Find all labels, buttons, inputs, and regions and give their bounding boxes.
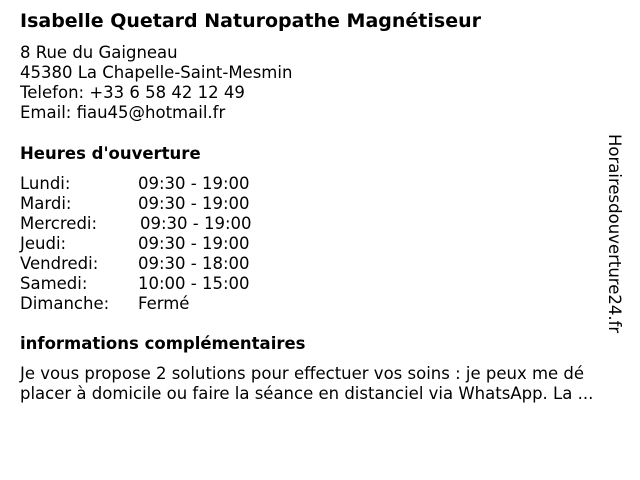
day-label: Dimanche: xyxy=(20,294,110,313)
phone-text: Telefon: +33 6 58 42 12 49 xyxy=(20,83,245,102)
time-value: 09:30 - 18:00 xyxy=(138,254,250,273)
time-value: 10:00 - 15:00 xyxy=(138,274,250,293)
day-label: Lundi: xyxy=(20,174,71,193)
day-label: Jeudi: xyxy=(20,234,67,253)
time-value: Fermé xyxy=(138,294,190,313)
business-name: Isabelle Quetard Naturopathe Magnétiseur xyxy=(20,10,481,32)
hours-row xyxy=(20,294,252,314)
day-label: Mercredi: xyxy=(20,214,98,233)
address-city: 45380 La Chapelle-Saint-Mesmin xyxy=(20,63,293,82)
contact-block xyxy=(20,43,292,123)
info-text xyxy=(20,364,625,404)
hours-row xyxy=(20,174,252,194)
day-label: Mardi: xyxy=(20,194,72,213)
day-label: Vendredi: xyxy=(20,254,99,273)
hours-row xyxy=(20,234,252,254)
time-value: 09:30 - 19:00 xyxy=(140,214,252,233)
time-value: 09:30 - 19:00 xyxy=(138,234,250,253)
day-label: Samedi: xyxy=(20,274,88,293)
email-text: Email: fiau45@hotmail.fr xyxy=(20,103,226,122)
hours-row xyxy=(20,214,252,234)
hours-table xyxy=(20,174,252,314)
hours-row xyxy=(20,274,252,294)
info-line: placer à domicile ou faire la séance en distanciel via WhatsApp. La ... xyxy=(20,384,594,403)
address-street: 8 Rue du Gaigneau xyxy=(20,43,178,62)
hours-row xyxy=(20,194,252,214)
time-value: 09:30 - 19:00 xyxy=(138,194,250,213)
time-value: 09:30 - 19:00 xyxy=(138,174,250,193)
site-watermark: Horairesdouverture24.fr xyxy=(605,134,624,334)
info-line: Je vous propose 2 solutions pour effectuer vos soins : je peux me dé xyxy=(20,364,585,383)
hours-heading: Heures d'ouverture xyxy=(20,144,201,163)
info-heading: informations complémentaires xyxy=(20,334,306,353)
hours-row xyxy=(20,254,252,274)
